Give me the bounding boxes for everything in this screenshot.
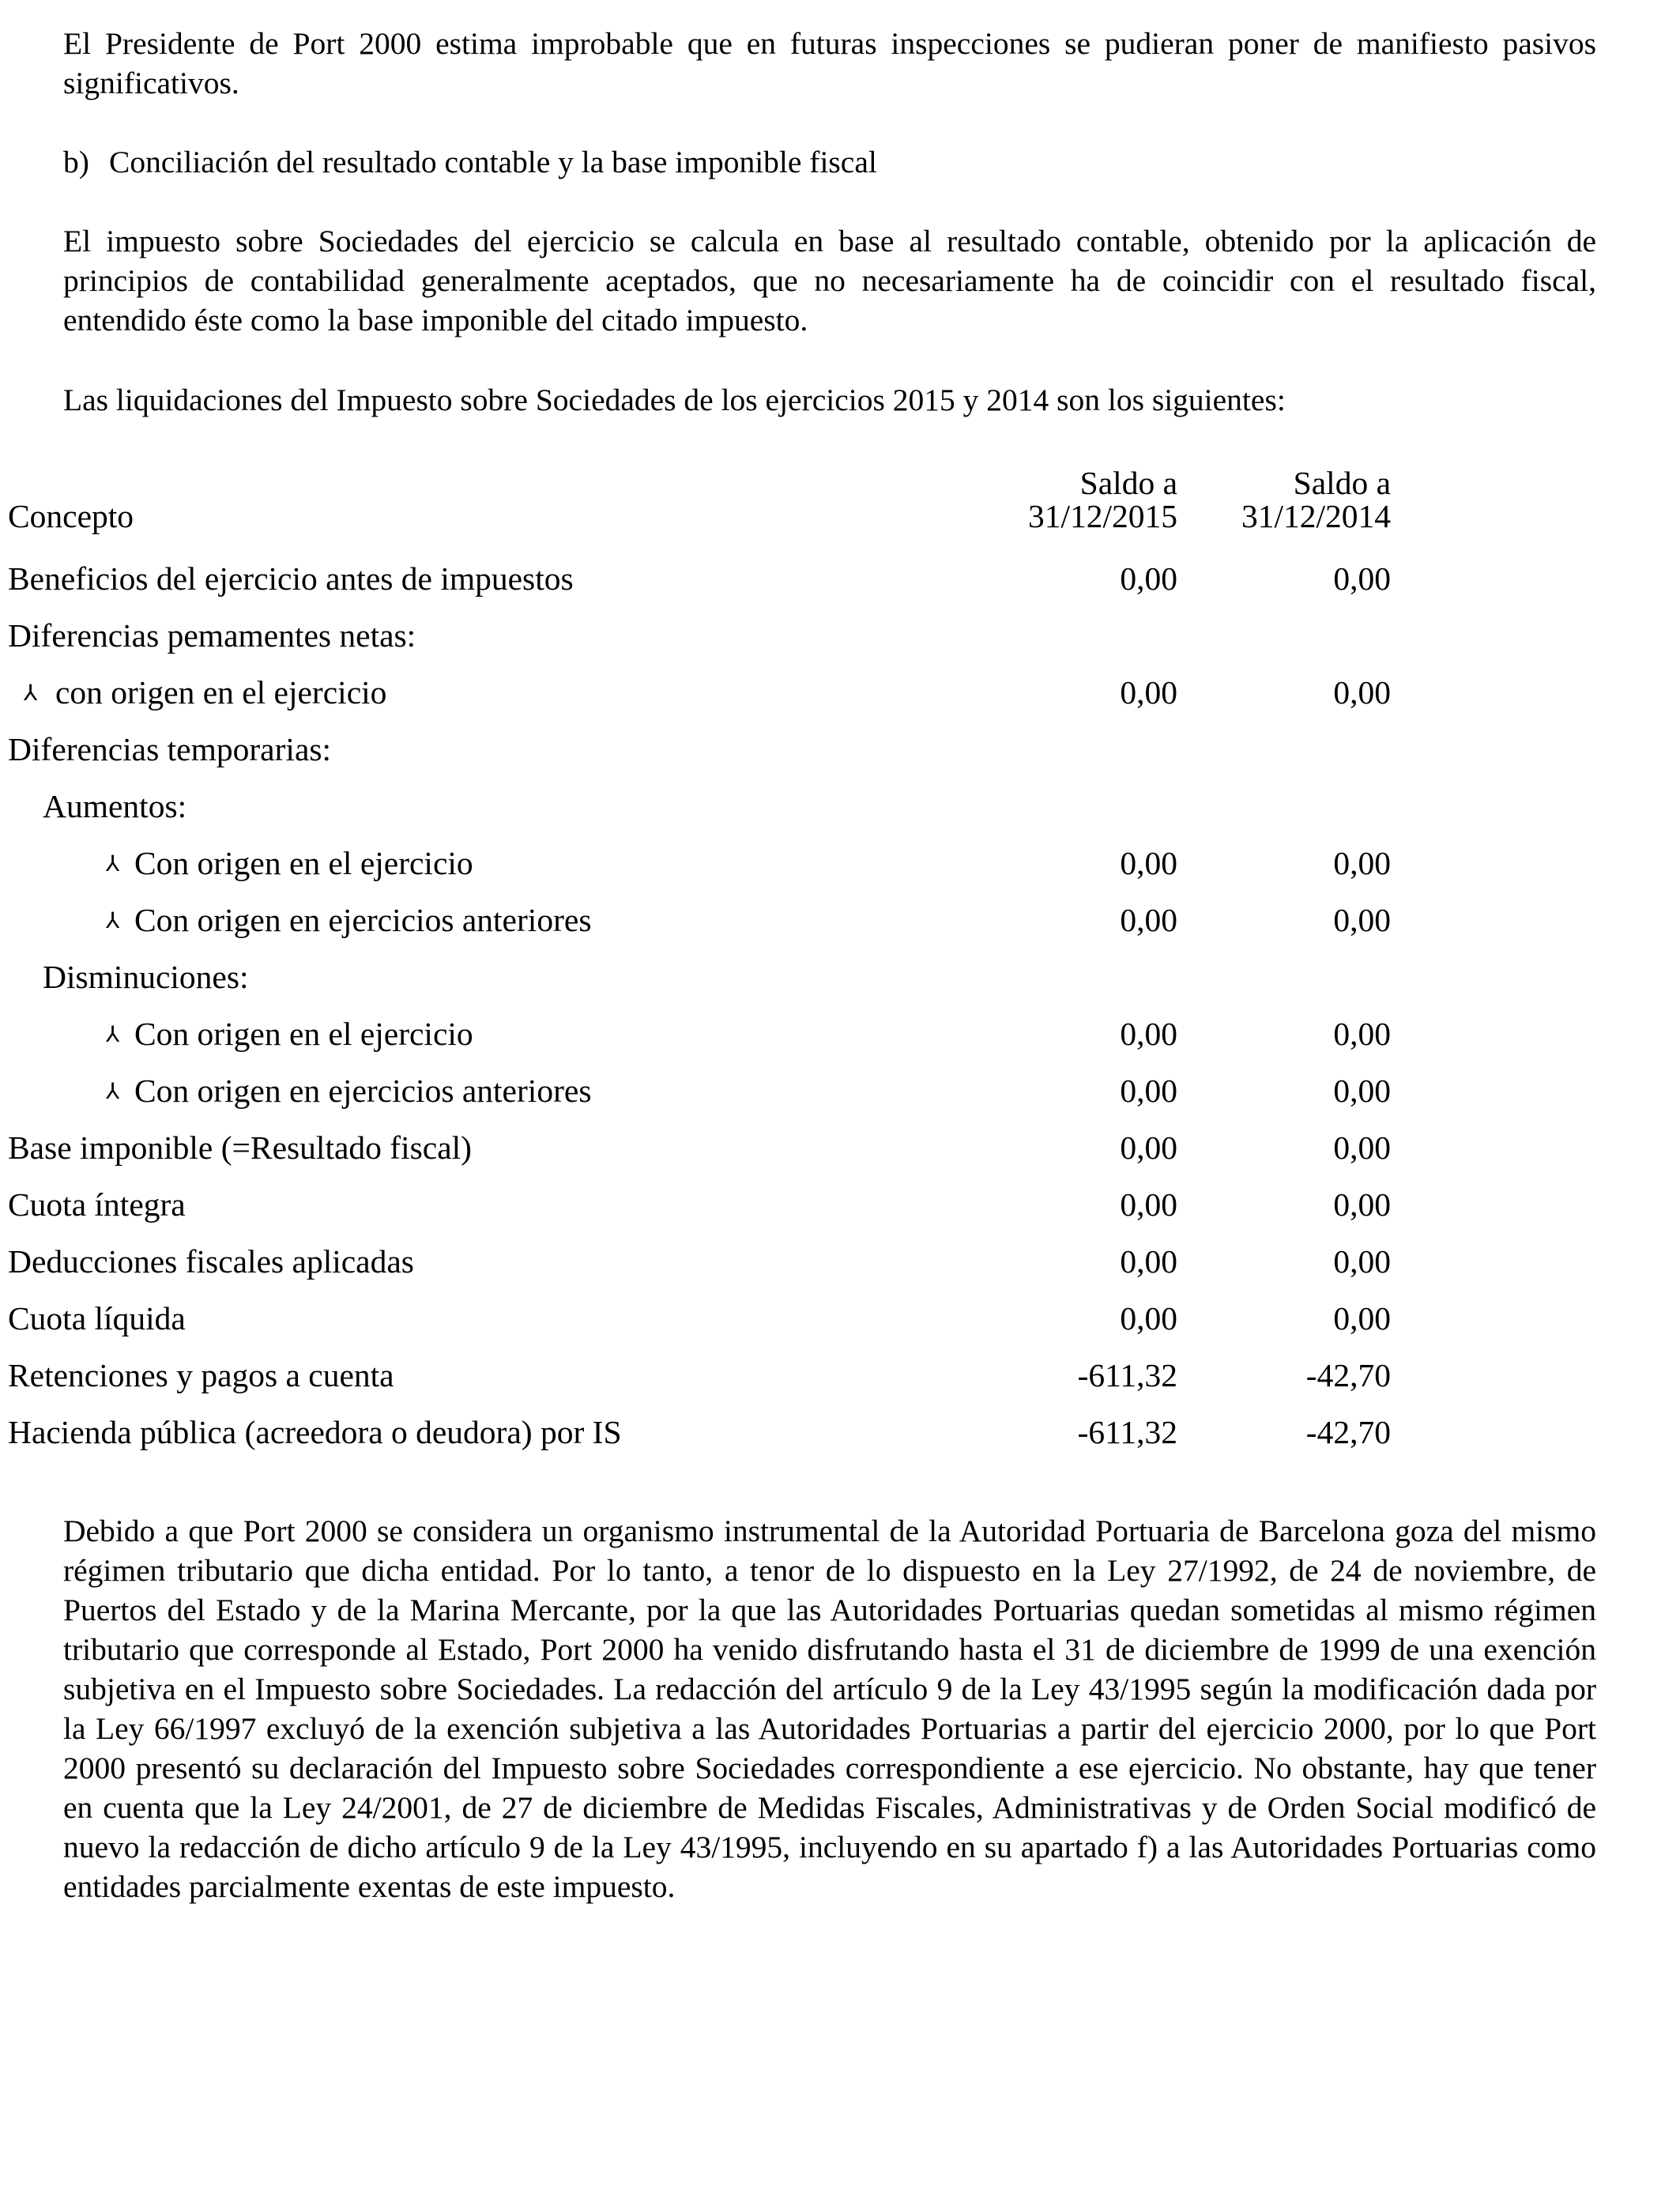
- column-header-concepto: Concepto: [8, 498, 134, 534]
- table-row: [8, 948, 1391, 1005]
- liquidaciones-paragraph: Las liquidaciones del Impuesto sobre Sociedades de los ejercicios 2015 y 2014 son los siguientes:: [63, 383, 1286, 417]
- row-value-2015: 0,00: [1120, 1072, 1177, 1109]
- row-value-2015: 0,00: [1120, 1243, 1177, 1280]
- row-label-group: [8, 1062, 591, 1120]
- column-header-2014: [1154, 466, 1391, 533]
- row-value-2015: 0,00: [1120, 560, 1177, 597]
- row-value-2015: 0,00: [1120, 1186, 1177, 1223]
- column-header-2014-line1: Saldo a: [1293, 465, 1391, 501]
- row-label: Base imponible (=Resultado fiscal): [8, 1129, 472, 1166]
- table-header: [8, 437, 1391, 550]
- row-value-2014: 0,00: [1333, 1243, 1391, 1280]
- column-header-2015: [940, 466, 1177, 533]
- row-label: Aumentos:: [43, 788, 187, 824]
- row-label-group: [8, 664, 386, 722]
- row-label: Hacienda pública (acreedora o deudora) por IS: [8, 1414, 622, 1450]
- table-row: [8, 721, 1391, 778]
- row-value-2014: 0,00: [1333, 1016, 1391, 1052]
- row-value-2014: 0,00: [1333, 1186, 1391, 1223]
- section-heading-text: Conciliación del resultado contable y la base imponible fiscal: [109, 145, 877, 179]
- row-value-2015: 0,00: [1120, 1129, 1177, 1166]
- table-row: [8, 607, 1391, 664]
- bullet-arrow-icon: ⅄: [106, 850, 120, 876]
- row-label: Deducciones fiscales aplicadas: [8, 1243, 414, 1280]
- row-value-2014: 0,00: [1333, 1072, 1391, 1109]
- row-value-2015: 0,00: [1120, 1300, 1177, 1336]
- row-value-2014: 0,00: [1333, 1129, 1391, 1166]
- table-row: [8, 835, 1391, 892]
- bullet-arrow-icon: ⅄: [106, 1021, 120, 1047]
- row-label: Con origen en el ejercicio: [134, 845, 473, 881]
- row-value-2014: -42,70: [1305, 1357, 1391, 1393]
- row-label: Retenciones y pagos a cuenta: [8, 1357, 394, 1393]
- bullet-arrow-icon: ⅄: [106, 907, 120, 933]
- intro-paragraph: El Presidente de Port 2000 estima improbable que en futuras inspecciones se pudieran poner de manifiesto pasivos significativos.: [63, 26, 1596, 100]
- column-header-2015-line2: 31/12/2015: [1027, 498, 1177, 534]
- table-row: [8, 1347, 1391, 1404]
- column-header-2015-line1: Saldo a: [1079, 465, 1177, 501]
- row-label: Con origen en el ejercicio: [134, 1016, 473, 1052]
- row-value-2014: 0,00: [1333, 1300, 1391, 1336]
- row-value-2015: 0,00: [1120, 674, 1177, 711]
- row-label: Con origen en ejercicios anteriores: [134, 902, 592, 938]
- row-label: Con origen en ejercicios anteriores: [134, 1072, 592, 1109]
- bullet-arrow-icon: ⅄: [24, 680, 38, 706]
- row-label: Disminuciones:: [43, 959, 249, 995]
- row-value-2015: 0,00: [1120, 845, 1177, 881]
- row-label: Cuota líquida: [8, 1300, 186, 1336]
- row-label-group: [8, 892, 591, 949]
- table-row: [8, 1233, 1391, 1290]
- row-value-2015: -611,32: [1077, 1357, 1177, 1393]
- row-label-group: [8, 835, 473, 892]
- table-row: [8, 1290, 1391, 1347]
- table-row: [8, 1005, 1391, 1062]
- document-page: [63, 24, 1596, 420]
- table-row: [8, 550, 1391, 607]
- table-row: [8, 664, 1391, 721]
- row-label: Diferencias temporarias:: [8, 731, 332, 767]
- row-value-2015: -611,32: [1077, 1414, 1177, 1450]
- table-row: [8, 1176, 1391, 1233]
- row-label: Diferencias pemamentes netas:: [8, 617, 416, 654]
- section-heading: [63, 142, 1596, 182]
- row-value-2014: 0,00: [1333, 845, 1391, 881]
- row-value-2015: 0,00: [1120, 902, 1177, 938]
- row-value-2014: -42,70: [1305, 1414, 1391, 1450]
- table-row: [8, 778, 1391, 835]
- row-value-2014: 0,00: [1333, 902, 1391, 938]
- table-row: [8, 892, 1391, 948]
- row-label: Beneficios del ejercicio antes de impuestos: [8, 560, 574, 597]
- row-value-2015: 0,00: [1120, 1016, 1177, 1052]
- table-row: [8, 1404, 1391, 1461]
- row-label-group: [8, 1005, 473, 1063]
- tax-reconciliation-table: [8, 437, 1391, 1461]
- column-header-2014-line2: 31/12/2014: [1241, 498, 1391, 534]
- bullet-arrow-icon: ⅄: [106, 1078, 120, 1104]
- table-row: [8, 1119, 1391, 1176]
- row-label: Cuota íntegra: [8, 1186, 186, 1223]
- section-heading-label: b): [63, 145, 89, 179]
- table-row: [8, 1062, 1391, 1119]
- row-label: con origen en el ejercicio: [55, 674, 387, 711]
- tax-regime-paragraph: Debido a que Port 2000 se considera un organismo instrumental de la Autoridad Portuaria de Barcelona goza del mismo régimen tributario que dicha entidad. Por lo tanto, a tenor de lo dispuesto en la Ley 27/1992, de 24 de noviembre, de Puertos del Estado y de la Marina Mercante, por la que las Autoridades Portuarias quedan sometidas al mismo régimen tributario que corresponde al Estado, Port 2000 ha venido disfrutando hasta el 31 de diciembre de 1999 de una exención subjetiva en el Impuesto sobre Sociedades. La redacción del artículo 9 de la Ley 43/1995 según la modificación dada por la Ley 66/1997 excluyó de la exención subjetiva a las Autoridades Portuarias a partir del ejercicio 2000, por lo que Port 2000 presentó su declaración del Impuesto sobre Sociedades correspondiente a ese ejercicio. No obstante, hay que tener en cuenta que la Ley 24/2001, de 27 de diciembre de Medidas Fiscales, Administrativas y de Orden Social modificó de nuevo la redacción de dicho artículo 9 de la Ley 43/1995, incluyendo en su apartado f) a las Autoridades Portuarias como entidades parcialmente exentas de este impuesto.: [63, 1514, 1596, 1904]
- calculation-paragraph: El impuesto sobre Sociedades del ejercicio se calcula en base al resultado contable, obtenido por la aplicación de principios de contabilidad generalmente aceptados, que no necesariamente ha de coincidir con el resultado fiscal, entendido éste como la base imponible del citado impuesto.: [63, 224, 1596, 337]
- row-value-2014: 0,00: [1333, 560, 1391, 597]
- row-value-2014: 0,00: [1333, 674, 1391, 711]
